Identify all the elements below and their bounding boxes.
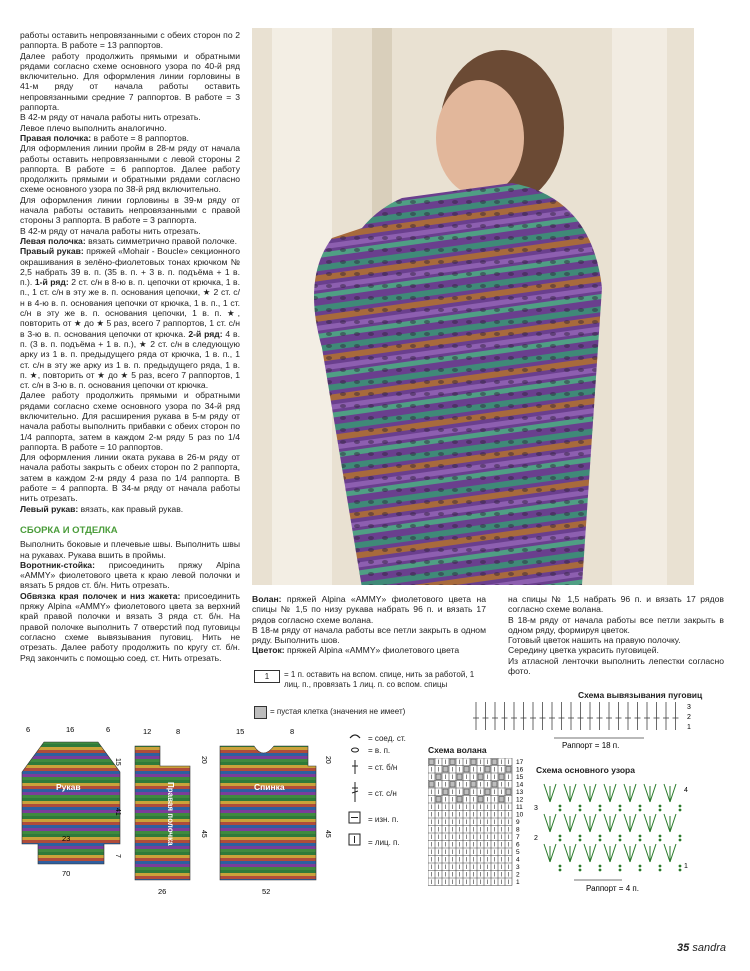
chain-dot [639, 865, 642, 868]
buttons-scheme [470, 700, 700, 752]
heading-flower: Цветок: [252, 645, 285, 656]
chain-dot [619, 869, 622, 872]
dim: 12 [143, 727, 152, 736]
heading-left-sleeve: Левый рукав: [20, 503, 79, 514]
instructions-column-right [508, 594, 724, 676]
paragraph: Середину цветка украсить пуговицей. [508, 645, 659, 656]
dim: 20 [200, 756, 207, 764]
paragraph: Левое плечо выполнить аналогично. [20, 122, 167, 133]
chain-dot [579, 809, 582, 812]
chain-dot [679, 805, 682, 808]
chain-dot [599, 809, 602, 812]
empty-cell [443, 789, 448, 795]
chain-dot [579, 869, 582, 872]
paragraph: В 18-м ряду от начала работы все петли закрыть в одном ряду. Выполнить шов. [252, 624, 486, 646]
fan-stitch [630, 784, 636, 802]
paragraph: на спицы № 1,5 набрать 96 п. и вязать 17 рядов согласно схеме волана. [508, 594, 724, 615]
fan-stitch [604, 844, 610, 862]
fan-stitch [550, 844, 556, 862]
row-number: 1 [684, 863, 688, 870]
legend-item: = соед. ст. [368, 734, 406, 743]
dim: 8 [290, 727, 295, 736]
chain-dot [679, 865, 682, 868]
chain-dot [679, 839, 682, 842]
row-number: 4 [684, 787, 688, 794]
empty-cell [450, 759, 455, 765]
chain-dot [619, 865, 622, 868]
fan-stitch [544, 784, 550, 802]
dim: 20 [324, 756, 331, 764]
chain-dot [679, 809, 682, 812]
right-front-piece [135, 746, 190, 880]
fan-stitch [610, 844, 616, 862]
page-footer [677, 942, 726, 954]
row-number: 2 [516, 871, 520, 879]
photo-illustration [252, 28, 694, 585]
dim: 23 [62, 834, 71, 843]
legend-item: = в. п. [368, 746, 391, 755]
right-front-label: Правая полочка [166, 782, 175, 846]
fan-stitch [630, 844, 636, 862]
row-number: 9 [516, 819, 520, 826]
fan-stitch [564, 784, 570, 802]
paragraph: Правый рукав: пряжей «Mohair - Boucle» секционного окрашивания в зелёно-фиолетовых тонах крючком № 2,5 набрать 39 в. п. (35 в. п. + 3 в. п. подъёма + 1 в. п.). 1-й ряд: 2 ст. с/н в 8-ю в. п. цепочки от крючка, 1 в. п., 1 ст. с/н в эту же в. п. основания цепочки, ★ 2 ст. с/н в 4-ю в. п. основания цепочки от крючка, 1 в. п., 1 ст. с/н в эту же в. п. основания цепочки, 1 в. п. ★, повторить от ★ до ★ 5 раз, всего 7 раппортов, 1 ст. с/н в 3-ю в. п. основания цепочки от крючка. 2-й ряд: 4 в. п. (3 в. п. подъёма + 1 в. п.), ★ 2 ст. с/н в следующую арку из 1 в. п. предыдущего ряда от крючка, 1 в. п., 1 ст. с/н в эту же арку из 1 в. п. предыдущего ряда, 1 в. п. ★, повторить от ★ до ★ 5 раз, всего 7 раппортов, 1 ст. с/н в 3-ю в. п. основания цепочки от крючка. [20, 246, 241, 391]
row-number: 1 [687, 724, 691, 731]
heading-edging: Обвязка края полочек и низ жакета: [20, 590, 181, 601]
fan-stitch [590, 784, 596, 802]
chain-dot [559, 869, 562, 872]
chain-dot [559, 865, 562, 868]
dim: 6 [26, 726, 31, 734]
dim: 6 [106, 726, 111, 734]
fan-stitch [664, 844, 670, 862]
row-number: 12 [516, 796, 524, 804]
chain-dot [559, 809, 562, 812]
fan-stitch [650, 814, 656, 832]
dim: 16 [66, 726, 75, 734]
paragraph: Для оформления линии пройм в 28-м ряду от начала работы оставить непровязанными с левой стороны 2 раппорта. В работе = 6 раппортов. Далее работу продолжить прямыми и обратными рядами согласно схеме основного узора по 38-й ряд включительно. [20, 143, 240, 195]
heading-left-front: Левая полочка: [20, 235, 86, 246]
empty-cell [485, 789, 490, 795]
chain-dot [639, 809, 642, 812]
chain-dot [639, 835, 642, 838]
chain-dot [559, 839, 562, 842]
heading-collar: Воротник-стойка: [20, 559, 95, 570]
chain-dot [579, 839, 582, 842]
fan-stitch [664, 814, 670, 832]
chain-dot [679, 869, 682, 872]
empty-cell [436, 797, 441, 803]
empty-cell [429, 782, 434, 788]
fan-stitch [644, 844, 650, 862]
row-number: 16 [516, 766, 524, 774]
row-number: 3 [687, 704, 691, 711]
fan-stitch [564, 814, 570, 832]
sleeve-label: Рукав [56, 782, 81, 792]
empty-cell-symbol [254, 706, 267, 719]
main-scheme [530, 776, 702, 896]
legend-item: = ст. б/н [368, 763, 398, 772]
fan-stitch [604, 784, 610, 802]
rapport-label: Раппорт = 4 п. [586, 884, 639, 893]
pattern-pieces [18, 726, 338, 901]
fan-stitch [604, 814, 610, 832]
empty-cell [436, 774, 441, 780]
back-piece [220, 746, 316, 880]
paragraph: В 18-м ряду от начала работы все петли закрыть в одном ряду, формируя цветок. [508, 614, 724, 635]
paragraph: Готовый цветок нашить на правую полочку. [508, 635, 681, 646]
back-label: Спинка [254, 782, 285, 792]
paragraph: В 42-м ряду от начала работы нить отрезать. [20, 225, 201, 236]
model-photo [252, 28, 694, 585]
fan-stitch [590, 814, 596, 832]
row-number: 15 [516, 774, 524, 781]
row-number: 1 [516, 879, 520, 886]
empty-cell [492, 759, 497, 765]
ruffle-scheme [428, 758, 534, 898]
paragraph: Левая полочка: вязать симметрично правой полочке. [20, 235, 237, 246]
fan-stitch [610, 814, 616, 832]
paragraph: Выполнить боковые и плечевые швы. Выполнить швы на рукавах. Рукава вшить в проймы. [20, 539, 240, 560]
fan-stitch [564, 844, 570, 862]
chain-dot [599, 805, 602, 808]
empty-cell [492, 782, 497, 788]
legend-item: = ст. с/н [368, 789, 397, 798]
paragraph: Для оформления линии оката рукава в 26-м ряду от начала работы закрыть с обеих сторон по 2 раппорта, затем в каждом 2-м ряду 4 раза по 1/4 раппорта. В работе = 4 раппорта. В 34-м ряду от начала работы нить отрезать. [20, 452, 240, 504]
chain-dot [659, 839, 662, 842]
instructions-column-left [20, 30, 240, 663]
empty-cell [464, 767, 469, 773]
chain-dot [599, 869, 602, 872]
chain-dot [579, 835, 582, 838]
heading-right-front: Правая полочка: [20, 132, 92, 143]
dim: 15 [114, 758, 121, 766]
chain-dot [619, 839, 622, 842]
fan-stitch [624, 844, 630, 862]
chain-dot [559, 805, 562, 808]
fan-stitch [584, 844, 590, 862]
chain-dot [639, 839, 642, 842]
fan-stitch [624, 784, 630, 802]
chain-dot [679, 835, 682, 838]
chain-dot [659, 835, 662, 838]
row-number: 5 [516, 849, 520, 856]
paragraph: Воротник-стойка: присоединить пряжу Alpina «AMMY» фиолетового цвета к краю левой полочки и вязать 5 рядов ст. б/н. Нить отрезать. [20, 559, 240, 591]
legend-item: = лиц. п. [368, 838, 400, 847]
legend-text: = 1 п. оставить на вспом. спице, нить за работой, 1 лиц. п., провязать 1 лиц. п. со вспом. спицы [284, 670, 475, 689]
heading-ruffle: Волан: [252, 594, 282, 604]
row-number: 8 [516, 826, 520, 834]
fan-stitch [644, 784, 650, 802]
main-scheme-title: Схема основного узора [536, 765, 635, 775]
chain-dot [579, 865, 582, 868]
brand-name: sandra [692, 942, 726, 954]
cross-stitch-symbol: 1 [254, 670, 280, 683]
chain-dot [619, 809, 622, 812]
empty-cell [471, 759, 476, 765]
instructions-column-middle [252, 594, 486, 656]
fan-stitch [570, 844, 576, 862]
paragraph: Из атласной ленточки выполнить лепестки согласно фото. [508, 655, 724, 677]
chain-dot [599, 835, 602, 838]
rapport-label: Раппорт = 18 п. [562, 741, 620, 750]
page-number: 35 [677, 942, 690, 954]
row-number: 14 [516, 781, 524, 789]
row-number: 2 [534, 835, 538, 842]
fan-stitch [544, 844, 550, 862]
empty-cell [485, 767, 490, 773]
empty-cell [464, 789, 469, 795]
empty-cell [471, 782, 476, 788]
empty-cell [443, 767, 448, 773]
row-number: 2 [687, 714, 691, 721]
legend-item: = изн. п. [368, 815, 399, 824]
chain-dot [659, 809, 662, 812]
fan-stitch [550, 814, 556, 832]
chain-dot [599, 839, 602, 842]
chain-dot [659, 869, 662, 872]
paragraph: Далее работу продолжить прямыми и обратными рядами согласно схеме основного узора по 40-й ряд включительно. Для оформления линии горловины в 41-м ряду от начала работы оставить непровязанными средние 7 раппортов. В работе = 3 раппорта. [20, 50, 240, 113]
fan-stitch [570, 784, 576, 802]
row-number: 11 [516, 804, 523, 811]
dim: 41 [114, 808, 121, 816]
fan-stitch [624, 814, 630, 832]
empty-cell [506, 789, 511, 795]
paragraph: Левый рукав: вязать, как правый рукав. [20, 503, 184, 514]
dim: 15 [236, 727, 245, 736]
dim: 45 [324, 830, 331, 838]
buttons-scheme-title: Схема вывязывания пуговиц [578, 690, 703, 700]
row-number: 7 [516, 834, 520, 841]
fan-stitch [590, 844, 596, 862]
chain-dot [579, 805, 582, 808]
paragraph: В 42-м ряду от начала работы нить отрезать. [20, 112, 201, 123]
empty-cell [450, 782, 455, 788]
ruffle-scheme-title: Схема волана [428, 745, 487, 755]
paragraph: Цветок: пряжей Alpina «AMMY» фиолетового цвета [252, 645, 460, 656]
fan-stitch [644, 814, 650, 832]
empty-cell [478, 797, 483, 803]
slip-stitch-icon [350, 735, 360, 738]
empty-cell [506, 767, 511, 773]
paragraph: Обвязка края полочек и низ жакета: присоединить пряжу Alpina «AMMY» фиолетового цвета за верхний край правой полочки и вязать 3 ряда ст. б/н. На правой полочке выполнить 7 отверстий под пуговицы согласно схеме вывязывания пуговиц. Нить не отрезать. Далее работу продолжить по кругу ст. б/н. Ряд закончить с помощью соед. ст. Нить отрезать. [20, 590, 240, 663]
empty-cell [499, 797, 504, 803]
fan-stitch [664, 784, 670, 802]
chain-dot [639, 869, 642, 872]
chain-dot [599, 865, 602, 868]
row-number: 17 [516, 759, 524, 766]
chain-dot [639, 805, 642, 808]
empty-cell [429, 759, 434, 765]
sleeve-piece [22, 742, 120, 864]
paragraph: Волан: пряжей Alpina «AMMY» фиолетового цвета на спицы № 1,5 по низу рукава набрать 96 п. и вязать 17 рядов согласно схеме волана. [252, 594, 486, 625]
chain-dot [659, 805, 662, 808]
empty-cell [457, 797, 462, 803]
fan-stitch [670, 814, 676, 832]
heading-right-sleeve: Правый рукав: [20, 246, 84, 257]
dim: 8 [176, 727, 181, 736]
chain-dot [619, 805, 622, 808]
legend-text: = пустая клетка (значения не имеет) [270, 707, 406, 716]
fan-stitch [630, 814, 636, 832]
empty-cell [457, 774, 462, 780]
fan-stitch [584, 784, 590, 802]
dim: 26 [158, 887, 167, 896]
paragraph: Правая полочка: в работе = 8 раппортов. [20, 132, 189, 143]
paragraph: Для оформления линии горловины в 39-м ряду от начала работы оставить непровязанными с правой стороны 3 раппорта. В работе = 3 раппорта. [20, 194, 240, 226]
chain-dot [559, 835, 562, 838]
chain-dot [659, 865, 662, 868]
fan-stitch [584, 814, 590, 832]
paragraph: работы оставить непровязанными с обеих сторон по 2 раппорта. В работе = 13 раппортов. [20, 30, 240, 51]
chain-dot [619, 835, 622, 838]
row-number: 3 [534, 805, 538, 812]
fan-stitch [670, 784, 676, 802]
dim: 52 [262, 887, 271, 896]
row-number: 10 [516, 811, 524, 819]
row-number: 13 [516, 789, 524, 796]
fan-stitch [610, 784, 616, 802]
section-title-assembly: СБОРКА И ОТДЕЛКА [20, 524, 118, 536]
row-number: 3 [516, 864, 520, 871]
fan-stitch [550, 784, 556, 802]
dim: 45 [200, 830, 207, 838]
dim: 70 [62, 869, 71, 878]
empty-cell [478, 774, 483, 780]
row-number: 6 [516, 841, 520, 849]
row-number: 4 [516, 856, 520, 864]
dim: 7 [114, 854, 121, 858]
empty-cell [499, 774, 504, 780]
paragraph: Далее работу продолжить прямыми и обратными рядами согласно схеме основного узора по 34-й ряд включительно. Для расширения рукава в 5-м ряду от начала работы выполнить прибавки с обеих сторон по 1/4 раппорта, затем в каждом 2-м ряду 5 раз по 1/4 раппорта. В работе = 10 раппортов. [20, 390, 240, 452]
chain-icon [352, 748, 359, 752]
fan-stitch [670, 844, 676, 862]
fan-stitch [650, 784, 656, 802]
fan-stitch [544, 814, 550, 832]
fan-stitch [650, 844, 656, 862]
fan-stitch [570, 814, 576, 832]
